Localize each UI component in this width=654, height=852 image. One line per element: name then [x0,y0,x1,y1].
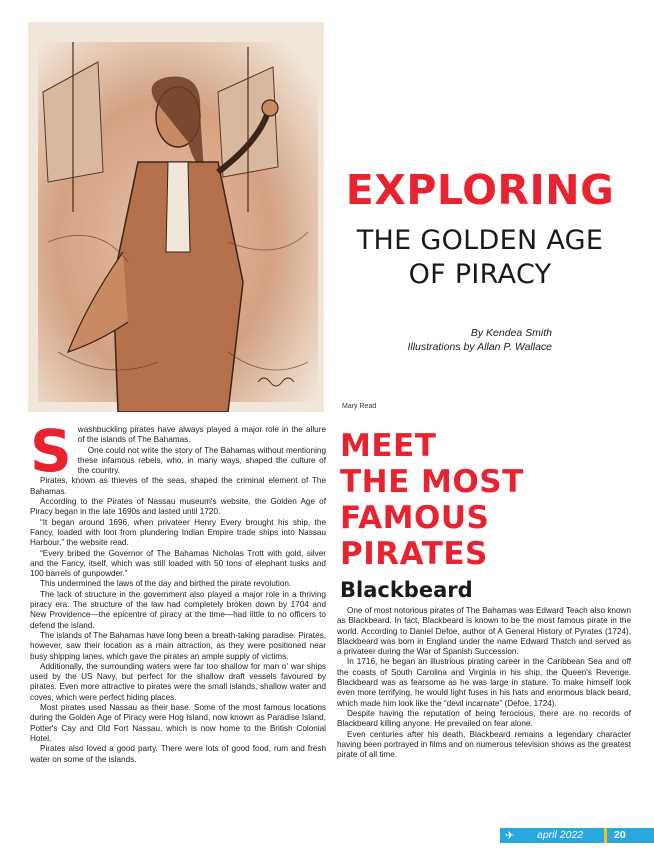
article-paragraph: The islands of The Bahamas have long been a breath-taking paradise. Pirates, however, saw their location as a main attraction, as they were positioned near busy shipping lanes, which gave the pirates an ample supply of victims. [30,630,326,661]
article-paragraph: Additionally, the surrounding waters were far too shallow for man o' war ships used by the US Navy, but perfect for the shallow draft vessels favoured by pirates. Even more attractive to pirates were the small islands, shallow water and coves, which were perfect hiding places. [30,661,326,702]
pirate-illustration [28,22,324,412]
section-title-line: THE MOST [340,464,524,500]
section-title [340,428,630,572]
drop-cap: S [30,417,72,485]
article-paragraph: According to the Pirates of Nassau museum's website, the Golden Age of Piracy began in the late 1690s and lasted until 1720. [30,497,326,517]
article-paragraph: “Every bribed the Governor of The Bahamas Nicholas Trott with gold, silver and the Fancy, itself, which was still loaded with 50 tons of elephant tusks and 100 barrels of gunpowder.” [30,548,326,579]
article-paragraph: Pirates, known as thieves of the seas, shaped the criminal element of The Bahamas. [30,476,326,496]
article-paragraph: The lack of structure in the government also played a major role in a thriving piracy era. The structure of the law had completely broken down by 1704 and New Providence—the epicentre of piracy at the time—had little to no officers to defend the island. [30,589,326,630]
article-paragraph: Even centuries after his death, Blackbeard remains a legendary character having been portrayed in films and on numerous television shows as the greatest pirate of all time. [337,729,631,760]
footer-month: april 2022 [537,829,584,841]
article-left-column [30,417,326,765]
article-right-column [337,606,631,760]
headline-sub-line: THE GOLDEN AGE [356,225,604,256]
byline-author: By Kendea Smith [470,327,552,339]
byline-illustrator: Illustrations by Allan P. Wallace [407,341,552,353]
byline [330,326,552,354]
article-paragraph: This undermined the laws of the day and birthed the pirate revolution. [40,579,292,589]
article-paragraph: Most pirates used Nassau as their base. Some of the most famous locations during the Golden Age of Piracy were Hog Island, now known as Paradise Island, Potter's Cay and Old Fort Nassau, which is now home to the British Colonial Hotel. [30,703,326,743]
pirate-sketch-image [28,22,324,412]
footer-separator [604,828,607,843]
headline-sub-line: OF PIRACY [408,259,552,290]
subhead-blackbeard: Blackbeard [340,578,473,602]
section-title-line: PIRATES [340,536,488,572]
article-paragraph: Despite having the reputation of being ferocious, there are no records of Blackbeard killing anyone. He prevailed on fear alone. [337,708,631,729]
headline-main: EXPLORING [345,166,615,214]
section-title-line: MEET [340,428,437,464]
article-paragraph: Pirates also loved a good party. There were lots of good food, rum and fresh water on some of the islands. [30,744,326,764]
article-paragraph: One could not write the story of The Bahamas without mentioning these infamous rebels, who, in many ways, shaped the culture of the country. [77,445,326,476]
article-paragraph: One of most notorious pirates of The Bahamas was Edward Teach also known as Blackbeard. In fact, Blackbeard is known to be the most famous pirate in the world. According to Daniel Defoe, author of A General History of Pyrates (1724), Blackbeard was born in England under the name Edward Thatch and served as a privateer during the War of Spanish Succession. [337,606,631,657]
airplane-icon: ✈ [505,830,515,842]
illustration-caption: Mary Read [342,403,377,410]
section-title-line: FAMOUS [340,500,490,536]
page-number: 20 [614,829,626,841]
article-paragraph: In 1716, he began an illustrious pirating career in the Caribbean Sea and off the coasts of South Carolina and Virginia in his ship, the Queen's Revenge. Blackbeard was as fearsome as he was large in stature. To make himself look even more terrifying, he would light fuses in his hats and enormous black beard, which made him look like the “devil incarnate” (Defoe, 1724). [337,657,631,708]
article-paragraph: “It began around 1696, when privateer Henry Every brought his ship, the Fancy, loaded with loot from plundering Indian Empire trade ships into Nassau Harbour,” the website read. [30,517,326,548]
headline-sub [330,224,630,292]
article-paragraph: Swashbuckling pirates have always played a major role in the allure of the islands of The Bahamas. [30,417,326,485]
